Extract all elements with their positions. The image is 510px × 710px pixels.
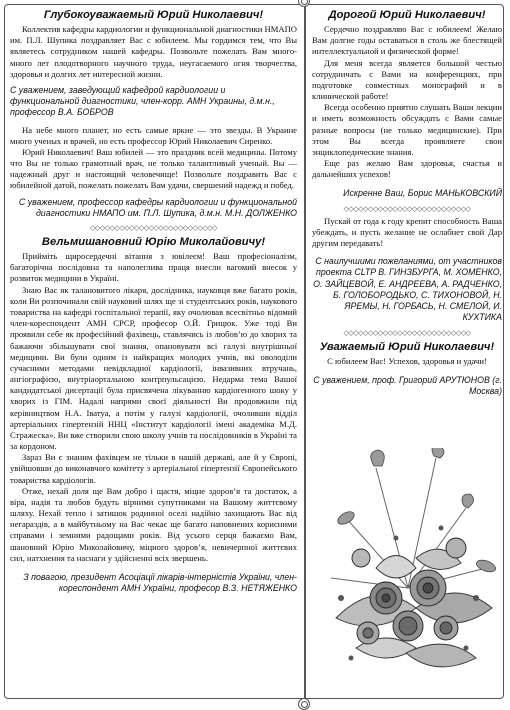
- right-column: [312, 8, 502, 397]
- letter-paragraph: Зараз Ви є знаним фахівцем не тільки в нашій державі, але й у Європі, увійшовши до виконавчого комітету з артеріальної гіпертензії Європейського товариства кардіологів.: [10, 452, 297, 485]
- letter-paragraph: Отже, нехай доля ще Вам добро і щастя, міцне здоров’я та достаток, а віра, надія та любов будуть вірними супутниками на Вашому життєвому шляху. Нехай тепло і затишок родинної оселі надійно захищають Вас від негараздів, а в майбутньому на Вас чекає ще багато наповнених корисними справами і земними радощами років. Від усього серця бажаємо Вам, шановний Юрію Миколайовичу, міцного здоров’я, невичерпної життєвих сил, натхнення та наснаги у здійсненні всіх звершень.: [10, 485, 297, 563]
- letter-paragraph: Знаю Вас як талановитого лікаря, дослідника, науковця вже багато років, коли Ви розпочинали свій науковий шлях ще зі студентських років, наукового товариства на кафедрі госпітальної терапії, яку очолював всесвітньо відомий член-кореспондент АМН СРСР, професор О.Й. Грицюк. Уже тоді Ви проявили себе як професійний фахівець, ставлячись із любов’ю до хворих та бажаючи збільшувати свої знання, опановувати всі галузі внутрішньої медицини. Ви були одним із найкращих молодих учнів, які оволоділи сучасними методами невідкладної кардіології, інвазивних втручань, ангіографією, внутріаортальною контрпульсацією. Недарма тема Вашої кандидатської дисертації була присвячена лікуванню кардіогенного шоку у хворих із ГІМ. Надалі напрями своєї діяльності Ви продовжили під керівництвом Н.А. Іватуа, а потім у галузі кардіології, очоливши відділ артеріальних гіпертензій ННЦ «Інститут кардіології імені академіка М.Д. Стражеска». Ви вже створили свою школу учнів та послідовників в Україні та за кордоном.: [10, 284, 297, 452]
- letter-paragraph: Сердечно поздравляю Вас с юбилеем! Желаю Вам долгие годы оставаться в столь же блестящей интеллектуальной и физической форме!: [312, 24, 502, 57]
- letter-paragraph: Коллектив кафедры кардиологии и функциональной диагностики НМАПО им. П.Л. Шупика поздравляет Вас с юбилеем. Мы гордимся тем, что Вы являетесь сотрудником нашей кафедры. Позвольте пожелать Вам много-много лет плодотворного научного труда, неугасаемого огня творчества, здоровья и долгих лет интересной жизни.: [10, 24, 297, 79]
- letter-cltp: [312, 216, 502, 324]
- letter-paragraph: Пускай от года к году крепит способность Ваша убеждать, и пусть желание не ослабнет свой Дар другим передавать!: [312, 215, 502, 248]
- letter-paragraph: С юбилеем Вас! Успехов, здоровья и удачи!: [327, 355, 487, 366]
- letter-signature: З повагою, президент Асоціації лікарів-інтерністів України, член-кореспондент АМН України, професор В.З. НЕТЯЖЕНКО: [23, 571, 297, 594]
- letter-netiazhenko: [10, 235, 297, 594]
- letter-mankovsky: [312, 8, 502, 200]
- letter-signature: С наилучшими пожеланиями, от участников проекта CLTP В. ГИНЗБУРГА, М. ХОМЕНКО, О. ЗАЙЦЕВОЙ, Е. АНДРЕЕВА, А. РАДЧЕНКО, Б. ГОЛОБОРОДЬКО, С. ТИХОНОВОЙ, Н. ЯРЕМЫ, Н. ГОРБАСЬ, Н. СМЕЛОЙ, И. КУХТИКА: [313, 256, 502, 323]
- letter-dolzhenko: [10, 125, 297, 220]
- letter-paragraph: Для меня всегда является большой честью сотрудничать с Вами на конференциях, при подготовке совместных монографий и в клинической работе!: [312, 57, 502, 102]
- letter-signature: С уважением, профессор кафедры кардиологии и функциональной диагностики НМАПО им. П.Л. Шупика, д.м.н. М.Н. ДОЛЖЕНКО: [18, 196, 297, 218]
- column-divider: [304, 4, 306, 701]
- letter-title: Глубокоуважаемый Юрий Николаевич!: [43, 9, 264, 21]
- letter-signature: С уважением, заведующий кафедрой кардиологии и функциональной диагностики, член-корр. АМН Украины, д.м.н., профессор В.А. БОБРОВ: [10, 84, 275, 118]
- letter-signature: С уважением, проф. Григорий АРУТЮНОВ (г. Москва): [313, 374, 502, 397]
- letter-title: Вельмишановний Юрію Миколайовичу!: [41, 236, 266, 249]
- left-column: [10, 8, 297, 594]
- letter-title: Уважаемый Юрий Николаевич!: [319, 340, 495, 353]
- letter-paragraph: Прийміть щиросердечні вітання з ювілеєм! Ваш професіоналізм, багаторічна послідовна та наполеглива праця внесли вагомий внесок у розвиток медицини в Україні.: [10, 251, 297, 284]
- letter-paragraph: Еще раз желаю Вам здоровья, счастья и дальнейших успехов!: [312, 158, 502, 180]
- letter-paragraph: На небе много планет, но есть самые яркие — это звезды. В Украине много ученых и врачей, но есть профессор Юрий Николаевич Сиренко.: [10, 124, 297, 146]
- wave-separator: ◇◇◇◇◇◇◇◇◇◇◇◇◇◇◇◇◇◇◇◇◇◇◇◇◇◇: [343, 204, 471, 213]
- letter-paragraph: Всегда особенно приятно слушать Ваши лекции и иметь возможность обсуждать с Вами самые разные вопросы (не только медицинские). При этом Вы всегда проявляете свои энциклопедические знания.: [312, 102, 502, 157]
- letter-bobrov: [10, 8, 297, 119]
- letter-arutyunov: [312, 340, 502, 398]
- flower-bouquet-image: [316, 448, 500, 688]
- bottom-ornament: [298, 698, 310, 710]
- letter-paragraph: Юрий Николаевич! Ваш юбилей — это праздник всей медицины. Потому что Вы не только грамотный врач, не только талантливый ученый. Вы — надежный друг и настоящий человечище! Позвольте поздравить Вас с юбилейной датой, пожелать пожелать Вам удачи, свершений надежд и побед.: [10, 146, 297, 191]
- letter-signature: Искренне Ваш, Борис МАНЬКОВСКИЙ: [343, 188, 502, 199]
- wave-separator: ◇◇◇◇◇◇◇◇◇◇◇◇◇◇◇◇◇◇◇◇◇◇◇◇◇◇: [90, 224, 217, 233]
- wave-separator: ◇◇◇◇◇◇◇◇◇◇◇◇◇◇◇◇◇◇◇◇◇◇◇◇◇◇: [343, 328, 471, 337]
- letter-title: Дорогой Юрий Николаевич!: [328, 9, 486, 21]
